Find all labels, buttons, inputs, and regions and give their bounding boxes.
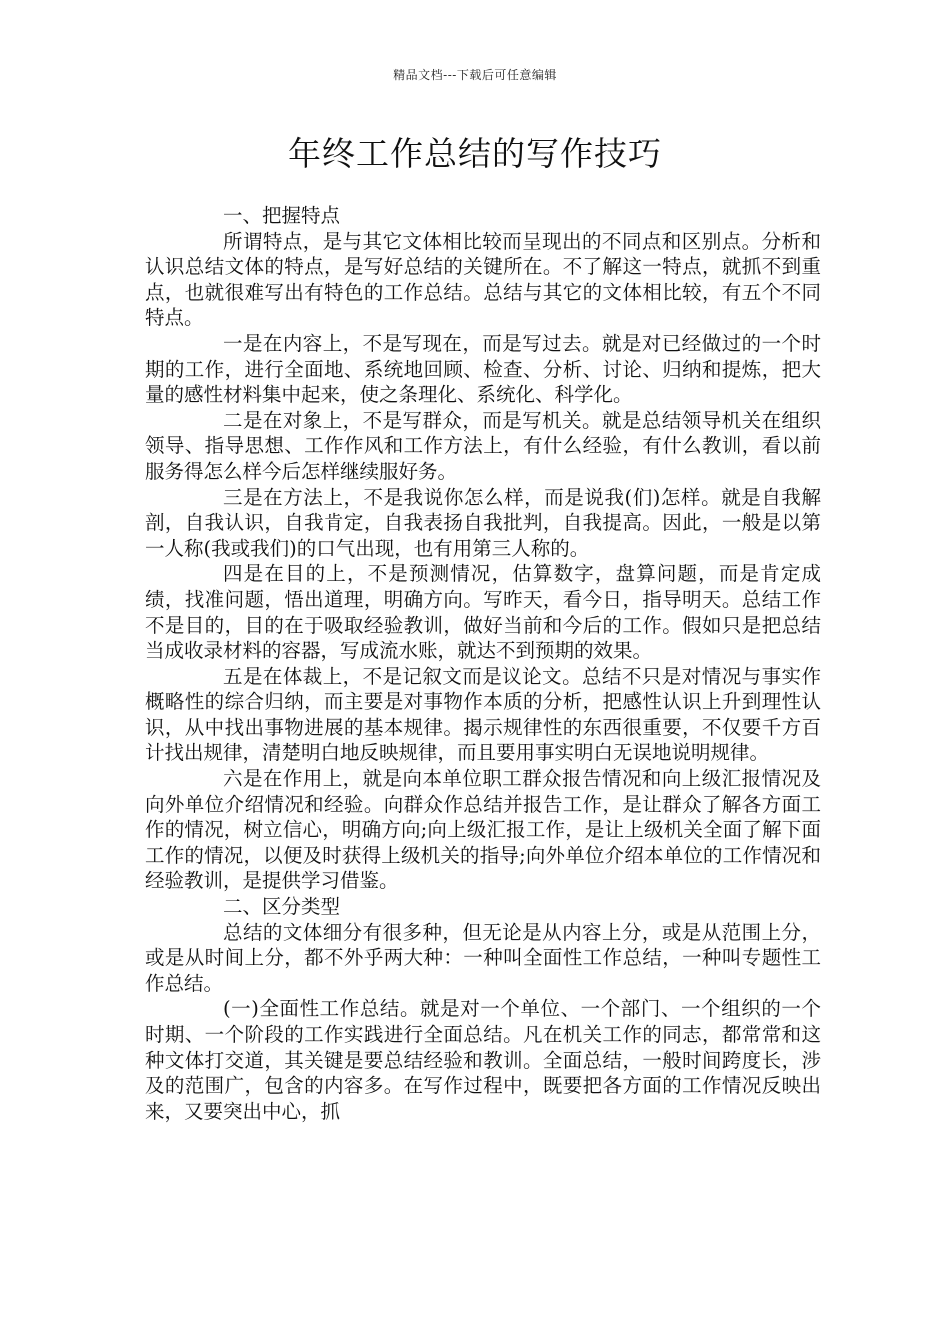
body-paragraph: 六是在作用上，就是向本单位职工群众报告情况和向上级汇报情况及向外单位介绍情况和经验。向群众作总结并报告工作，是让群众了解各方面工作的情况，树立信心，明确方向;向上级汇报工作，是让上级机关全面了解下面工作的情况，以便及时获得上级机关的指导;向外单位介绍本单位的工作情况和经验教训，是提供学习借鉴。 xyxy=(145,767,821,893)
body-paragraph: 所谓特点，是与其它文体相比较而呈现出的不同点和区别点。分析和认识总结文体的特点，是写好总结的关键所在。不了解这一特点，就抓不到重点，也就很难写出有特色的工作总结。总结与其它的文体相比较，有五个不同特点。 xyxy=(145,229,821,330)
section-heading-2: 二、区分类型 xyxy=(223,895,341,919)
body-paragraph: 五是在体裁上，不是记叙文而是议论文。总结不只是对情况与事实作概略性的综合归纳，而主要是对事物作本质的分析，把感性认识上升到理性认识，从中找出事物进展的基本规律。揭示规律性的东西很重要，不仅要千方百计找出规律，清楚明白地反映规律，而且要用事实明白无误地说明规律。 xyxy=(145,664,821,765)
body-paragraph: 四是在目的上，不是预测情况，估算数字，盘算问题，而是肯定成绩，找准问题，悟出道理，明确方向。写昨天，看今日，指导明天。总结工作不是目的，目的在于吸取经验教训，做好当前和今后的工作。假如只是把总结当成收录材料的容器，写成流水账，就达不到预期的效果。 xyxy=(145,562,821,663)
document-title: 年终工作总结的写作技巧 xyxy=(288,134,662,173)
page-header: 精品文档---下载后可任意编辑 xyxy=(393,68,557,82)
body-paragraph: 一是在内容上，不是写现在，而是写过去。就是对已经做过的一个时期的工作，进行全面地、系统地回顾、检查、分析、讨论、归纳和提炼，把大量的感性材料集中起来，使之条理化、系统化、科学化。 xyxy=(145,331,821,407)
body-paragraph: 三是在方法上，不是我说你怎么样，而是说我(们)怎样。就是自我解剖，自我认识，自我肯定，自我表扬自我批判，自我提高。因此，一般是以第一人称(我或我们)的口气出现，也有用第三人称的。 xyxy=(145,485,821,560)
body-paragraph: 二是在对象上，不是写群众，而是写机关。就是总结领导机关在组织领导、指导思想、工作作风和工作方法上，有什么经验，有什么教训，看以前服务得怎么样今后怎样继续服好务。 xyxy=(145,408,821,483)
body-paragraph: 总结的文体细分有很多种，但无论是从内容上分，或是从范围上分，或是从时间上分，都不外乎两大种：一种叫全面性工作总结，一种叫专题性工作总结。 xyxy=(145,920,821,995)
section-heading-1: 一、把握特点 xyxy=(223,204,341,227)
document-body xyxy=(145,203,821,1124)
body-paragraph: (一)全面性工作总结。就是对一个单位、一个部门、一个组织的一个时期、一个阶段的工作实践进行全面总结。凡在机关工作的同志，都常常和这种文体打交道，其关键是要总结经验和教训。全面总结，一般时间跨度长，涉及的范围广，包含的内容多。在写作过程中，既要把各方面的工作情况反映出来，又要突出中心，抓 xyxy=(145,997,821,1123)
